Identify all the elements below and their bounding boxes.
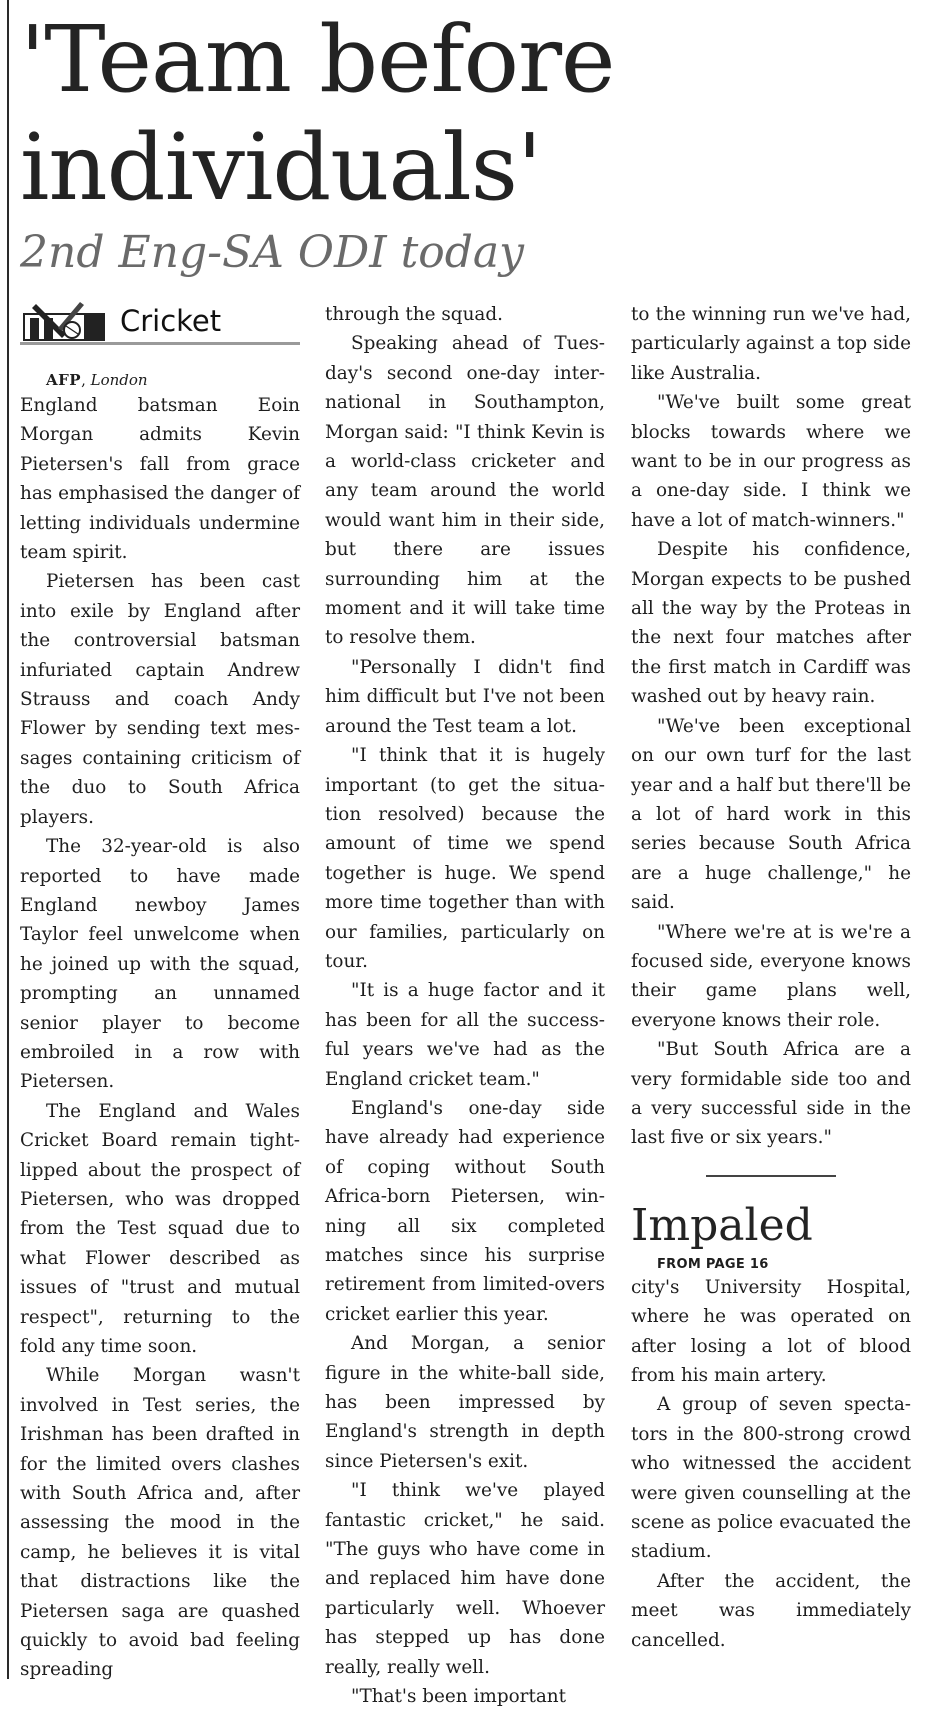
paragraph: "But South Africa are a very formidable side too and a very successful side in the last five or six years." <box>631 1039 911 1149</box>
paragraph: A group of seven spectators in the 800-strong crowd who witnessed the accident were given counselling at the scene as police evacuated the stadium. <box>631 1394 911 1563</box>
paragraph: to the winning run we've had, particularly against a top side like Australia. <box>631 304 911 384</box>
impaled-story <box>631 1201 911 1655</box>
paragraph: England batsman Eoin Morgan admits Kevin Pietersen's fall from grace has emphasised the danger of letting individuals undermine team spirit. <box>20 395 300 564</box>
section-tag <box>20 300 300 345</box>
cricket-bat-ball-icon <box>22 300 112 342</box>
paragraph: city's University Hospital, where he was operated on after losing a lot of blood from his main artery. <box>631 1276 911 1386</box>
article-column-2 <box>325 300 605 1712</box>
byline <box>20 369 300 391</box>
paragraph: The England and Wales Cricket Board remain tight-lipped about the prospect of Pietersen, who was dropped from the Test squad due to what Flower described as issues of "trust and mutual respect", returning to the fold any time soon. <box>20 1100 300 1357</box>
subhead: 2nd Eng-SA ODI today <box>20 227 525 278</box>
section-label: Cricket <box>120 304 222 338</box>
impaled-headline: Impaled <box>631 1199 813 1251</box>
paragraph: Pietersen has been cast into exile by England after the controversial batsman infuriated captain Andrew Strauss and coach Andy Flower by sending text messages containing criticism of the duo to South Africa players. <box>20 571 300 828</box>
paragraph: And Morgan, a senior figure in the white-ball side, has been impressed by England's strength in depth since Pietersen's exit. <box>325 1333 605 1472</box>
article-column-3 <box>631 300 911 1655</box>
paragraph: Despite his confidence, Morgan expects to be pushed all the way by the Proteas in the next four matches after the first match in Cardiff was washed out by heavy rain. <box>631 539 911 708</box>
paragraph: England's one-day side have already had experience of coping without South Africa-born Pietersen, winning all six completed matches since his surprise retirement from limited-overs cricket earlier this year. <box>325 1097 605 1325</box>
paragraph: "I think that it is hugely important (to get the situation resolved) because the amount of time we spend together is huge. We spend more time together than with our families, particularly on tour. <box>325 745 605 972</box>
paragraph: While Morgan wasn't involved in Test series, the Irishman has been drafted in for the limited overs clashes with South Africa and, after assessing the mood in the camp, he believes it is vital that distractions like the Pietersen saga are quashed quickly to avoid bad feeling spreading <box>20 1365 300 1681</box>
byline-agency: AFP <box>46 371 82 389</box>
byline-place: London <box>90 371 148 389</box>
paragraph: "I think we've played fantastic cricket," he said. "The guys who have come in and replaced him have done particularly well. Whoever has stepped up has done really, really well. <box>325 1480 605 1678</box>
paragraph: "Where we're at is we're a focused side, everyone knows their game plans well, everyone knows their role. <box>631 921 911 1031</box>
paragraph: "We've built some great blocks towards where we want to be in our progress as a one-day side. I think we have a lot of match-winners." <box>631 392 911 531</box>
story-divider <box>706 1175 836 1177</box>
byline-separator: , <box>81 371 86 389</box>
paragraph: Speaking ahead of Tuesday's second one-day international in Southampton, Morgan said: "I think Kevin is a world-class cricketer and any team around the world would want him in their side, but there are issues surrounding him at the moment and it will take time to resolve them. <box>325 333 605 649</box>
paragraph: The 32-year-old is also reported to have made England newboy James Taylor feel unwelcome when he joined up with the squad, prompting an unnamed senior player to become embroiled in a row with Pietersen. <box>20 836 300 1093</box>
paragraph: "We've been exceptional on our own turf for the last year and a half but there'll be a lot of hard work in this series because South Africa are a huge challenge," he said. <box>631 715 911 914</box>
jump-line: FROM PAGE 16 <box>657 1256 769 1272</box>
paragraph: After the accident, the meet was immediately cancelled. <box>631 1570 911 1651</box>
paragraph: through the squad. <box>325 304 504 325</box>
left-column-rule <box>7 0 9 1679</box>
paragraph: "That's been important <box>351 1686 567 1708</box>
paragraph: "Personally I didn't find him difficult but I've not been around the Test team a lot. <box>325 656 605 737</box>
headline: 'Team before individuals' <box>20 6 615 221</box>
article-column-1 <box>20 300 300 1685</box>
paragraph: "It is a huge factor and it has been for all the successful years we've had as the England cricket team." <box>325 980 605 1090</box>
